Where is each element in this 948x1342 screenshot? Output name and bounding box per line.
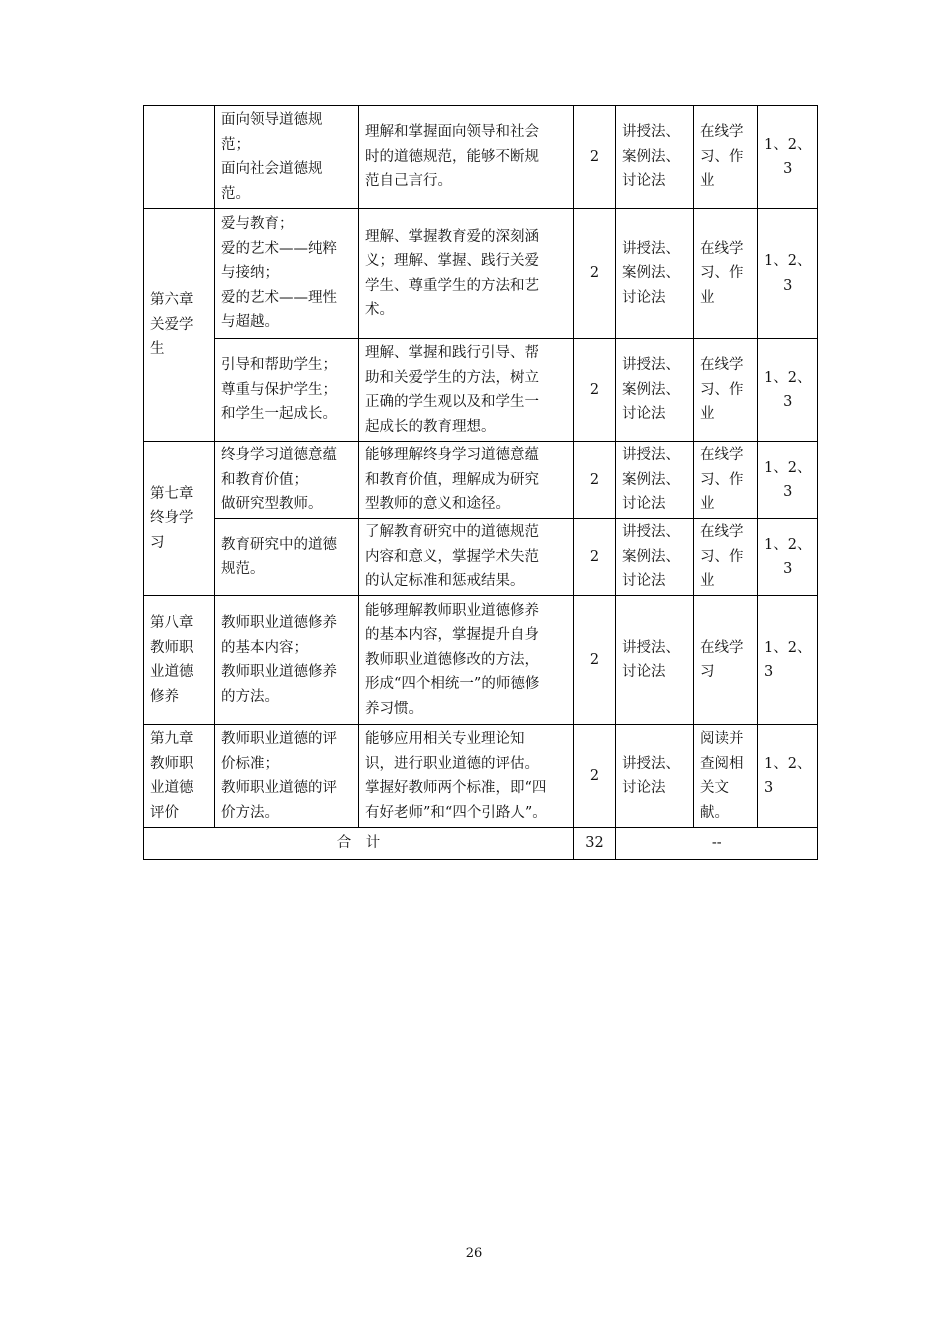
table-row (144, 725, 818, 828)
homework-cell: 阅读并 查阅相 关文 献。 (694, 725, 758, 828)
content-cell: 教育研究中的道德 规范。 (215, 519, 359, 596)
content-cell: 引导和帮助学生； 尊重与保护学生； 和学生一起成长。 (215, 339, 359, 442)
homework-cell: 在线学 习、作 业 (694, 339, 758, 442)
hours-cell: 2 (574, 339, 616, 442)
methods-cell: 讲授法、 讨论法 (616, 725, 694, 828)
hours-cell: 2 (574, 209, 616, 339)
content-cell: 教师职业道德修养 的基本内容； 教师职业道德修养 的方法。 (215, 596, 359, 725)
homework-cell: 在线学 习、作 业 (694, 519, 758, 596)
content-cell: 终身学习道德意蕴 和教育价值； 做研究型教师。 (215, 442, 359, 519)
reference-cell: 1、2、 3 (758, 339, 818, 442)
homework-cell: 在线学 习、作 业 (694, 442, 758, 519)
reference-cell: 1、2、 3 (758, 519, 818, 596)
content-cell: 教师职业道德的评 价标准； 教师职业道德的评 价方法。 (215, 725, 359, 828)
objective-cell: 理解和掌握面向领导和社会 时的道德规范，能够不断规 范自己言行。 (359, 106, 574, 209)
hours-cell: 2 (574, 596, 616, 725)
content-cell: 爱与教育； 爱的艺术——纯粹 与接纳； 爱的艺术——理性 与超越。 (215, 209, 359, 339)
hours-cell: 2 (574, 106, 616, 209)
homework-cell: 在线学 习、作 业 (694, 106, 758, 209)
homework-cell: 在线学 习、作 业 (694, 209, 758, 339)
methods-cell: 讲授法、 案例法、 讨论法 (616, 519, 694, 596)
objective-cell: 理解、掌握和践行引导、帮 助和关爱学生的方法，树立 正确的学生观以及和学生一 起成长的教育理想。 (359, 339, 574, 442)
table-row (144, 442, 818, 519)
methods-cell: 讲授法、 案例法、 讨论法 (616, 209, 694, 339)
objective-cell: 能够理解教师职业道德修养 的基本内容，掌握提升自身 教师职业道德修改的方法， 形成“四个相统一”的师德修 养习惯。 (359, 596, 574, 725)
syllabus-table-container (143, 105, 818, 860)
objective-cell: 理解、掌握教育爱的深刻涵 义；理解、掌握、践行关爱 学生、尊重学生的方法和艺 术。 (359, 209, 574, 339)
hours-cell: 2 (574, 519, 616, 596)
total-row (144, 828, 818, 860)
reference-cell: 1、2、 3 (758, 106, 818, 209)
homework-cell: 在线学 习 (694, 596, 758, 725)
hours-cell: 2 (574, 442, 616, 519)
methods-cell: 讲授法、 案例法、 讨论法 (616, 442, 694, 519)
table-row (144, 106, 818, 209)
reference-cell: 1、2、 3 (758, 209, 818, 339)
table-row (144, 519, 818, 596)
hours-cell: 2 (574, 725, 616, 828)
objective-cell: 能够应用相关专业理论知 识，进行职业道德的评估。 掌握好教师两个标准，即“四 有好老师”和“四个引路人”。 (359, 725, 574, 828)
objective-cell: 了解教育研究中的道德规范 内容和意义，掌握学术失范 的认定标准和惩戒结果。 (359, 519, 574, 596)
methods-cell: 讲授法、 案例法、 讨论法 (616, 339, 694, 442)
chapter-cell: 第八章 教师职 业道德 修养 (144, 596, 215, 725)
page-number: 26 (465, 1246, 483, 1261)
syllabus-table (143, 105, 818, 860)
chapter-cell (144, 106, 215, 209)
objective-cell: 能够理解终身学习道德意蕴 和教育价值，理解成为研究 型教师的意义和途径。 (359, 442, 574, 519)
total-hours: 32 (574, 828, 616, 860)
total-label: 合 计 (144, 828, 574, 860)
content-cell: 面向领导道德规 范； 面向社会道德规 范。 (215, 106, 359, 209)
reference-cell: 1、2、 3 (758, 725, 818, 828)
table-row (144, 209, 818, 339)
table-row (144, 596, 818, 725)
methods-cell: 讲授法、 案例法、 讨论法 (616, 106, 694, 209)
reference-cell: 1、2、 3 (758, 442, 818, 519)
table-row (144, 339, 818, 442)
total-rest: -- (616, 828, 818, 860)
chapter-cell: 第九章 教师职 业道德 评价 (144, 725, 215, 828)
reference-cell: 1、2、 3 (758, 596, 818, 725)
methods-cell: 讲授法、 讨论法 (616, 596, 694, 725)
chapter-cell: 第七章 终身学 习 (144, 442, 215, 596)
chapter-cell: 第六章 关爱学 生 (144, 209, 215, 442)
